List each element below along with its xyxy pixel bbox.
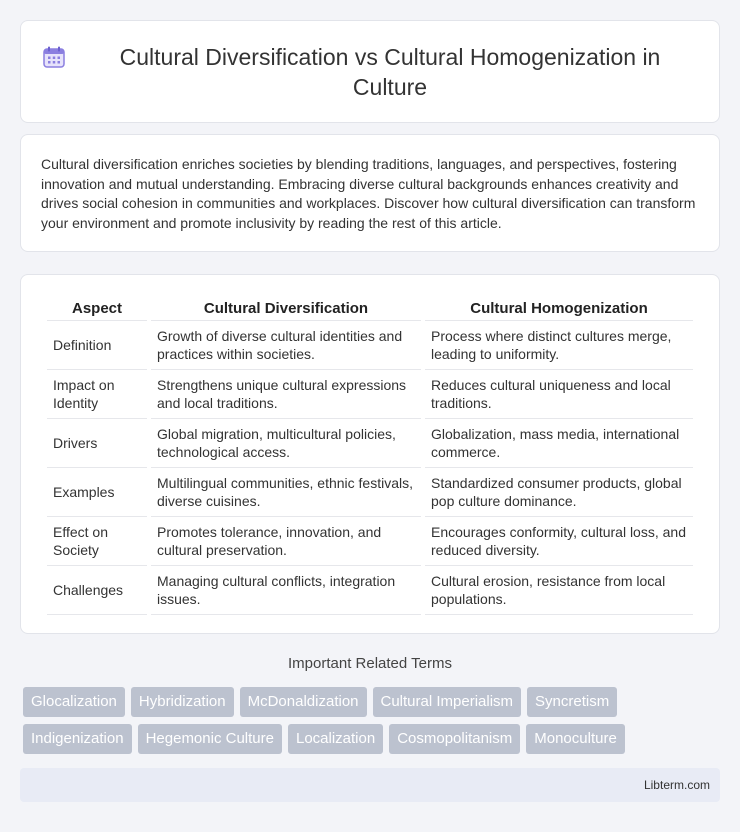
page-title: Cultural Diversification vs Cultural Homogenization in Culture [119,43,661,100]
row-diversification: Promotes tolerance, innovation, and cultural preservation. [151,516,421,565]
table-row [47,565,693,615]
row-aspect: Drivers [47,418,147,467]
row-homogenization: Globalization, mass media, international commerce. [425,418,693,467]
header-homogenization: Cultural Homogenization [470,300,648,317]
intro-paragraph: Cultural diversification enriches societies by blending traditions, languages, and perspectives, fostering innovation and mutual understanding. Embracing diverse cultural backgrounds enhances creativity and drives social cohesion in communities and workplaces. Discover how cultural diversification can transform your environment and promote inclusivity by reading the rest of this article. [41,156,696,231]
footer [20,768,720,802]
intro-card [20,134,720,252]
title-card [20,20,720,123]
table-row [47,467,693,516]
row-diversification: Global migration, multicultural policies, technological access. [151,418,421,467]
related-terms-list [23,687,723,754]
header-aspect: Aspect [71,300,123,317]
row-aspect: Examples [47,467,147,516]
row-diversification: Multilingual communities, ethnic festivals, diverse cuisines. [151,467,421,516]
row-homogenization: Standardized consumer products, global pop culture dominance. [425,467,693,516]
tag-indigenization[interactable]: Indigenization [23,724,132,754]
row-diversification: Strengthens unique cultural expressions and local traditions. [151,369,421,418]
tag-hegemonic-culture[interactable]: Hegemonic Culture [138,724,282,754]
footer-site-link[interactable]: Libterm.com [643,778,710,792]
table-row [47,418,693,467]
row-homogenization: Cultural erosion, resistance from local populations. [425,565,693,615]
tag-mcdonaldization[interactable]: McDonaldization [240,687,367,717]
row-diversification: Growth of diverse cultural identities and practices within societies. [151,320,421,369]
row-aspect: Challenges [47,565,147,615]
title-wrap [21,42,719,102]
row-homogenization: Encourages conformity, cultural loss, and reduced diversity. [425,516,693,565]
row-aspect: Definition [47,320,147,369]
calendar-icon [41,44,67,70]
tag-glocalization[interactable]: Glocalization [23,687,125,717]
related-terms-title: Important Related Terms [288,655,452,672]
row-diversification: Managing cultural conflicts, integration issues. [151,565,421,615]
row-homogenization: Process where distinct cultures merge, leading to uniformity. [425,320,693,369]
tag-syncretism[interactable]: Syncretism [527,687,617,717]
table-row [47,369,693,418]
tag-monoculture[interactable]: Monoculture [526,724,625,754]
row-homogenization: Reduces cultural uniqueness and local traditions. [425,369,693,418]
tag-localization[interactable]: Localization [288,724,383,754]
comparison-card [20,274,720,634]
comparison-table [43,295,697,615]
row-aspect: Effect on Society [47,516,147,565]
header-diversification: Cultural Diversification [203,300,369,317]
tag-cultural-imperialism[interactable]: Cultural Imperialism [373,687,522,717]
tag-hybridization[interactable]: Hybridization [131,687,234,717]
row-aspect: Impact on Identity [47,369,147,418]
table-row [47,516,693,565]
table-header-row [47,295,693,320]
table-row [47,320,693,369]
tag-cosmopolitanism[interactable]: Cosmopolitanism [389,724,520,754]
